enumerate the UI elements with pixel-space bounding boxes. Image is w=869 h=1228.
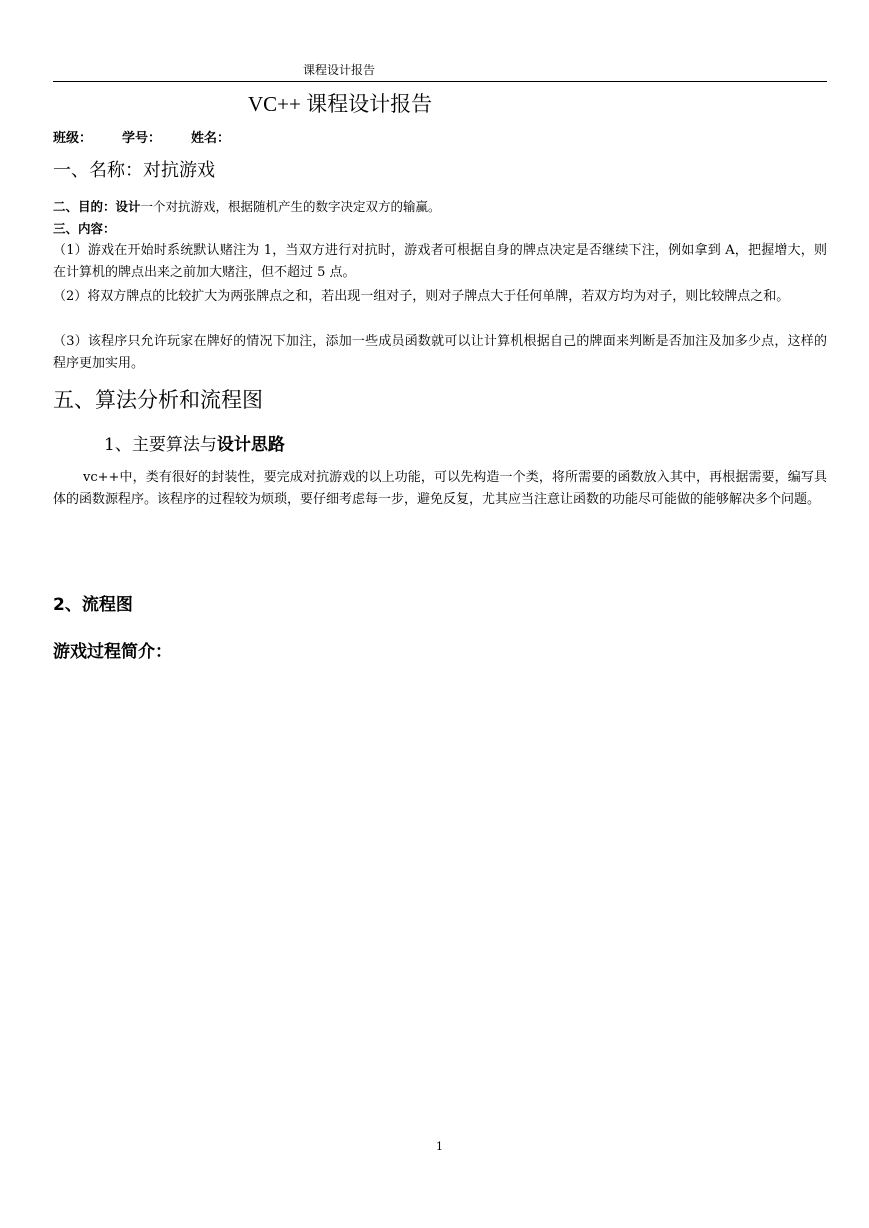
purpose-line: [53, 198, 441, 216]
content-item-3: （3）该程序只允许玩家在牌好的情况下加注，添加一些成员函数就可以让计算机根据自己的牌面来判断是否加注及加多少点，这样的程序更加实用。: [53, 334, 827, 371]
content-item-1: （1）游戏在开始时系统默认赌注为 1，当双方进行对抗时，游戏者可根据自身的牌点决定是否继续下注，例如拿到 A，把握增大，则在计算机的牌点出来之前加大赌注，但不超过 5 点。: [53, 243, 827, 280]
purpose-label: 二、目的：设计: [53, 199, 141, 214]
flowchart-heading: 2、流程图: [53, 595, 133, 615]
algorithm-subheading: [104, 433, 285, 457]
algorithm-body: vc++中，类有很好的封装性，要完成对抗游戏的以上功能，可以先构造一个类，将所需要的函数放入其中，再根据需要，编写具体的函数源程序。该程序的过程较为烦琐，要仔细考虑每一步，避免反复，尤其应当注意让函数的功能尽可能做的能够解决多个问题。: [53, 470, 827, 507]
algorithm-sub-bold: 设计思路: [216, 435, 285, 455]
name-label: 姓名：: [191, 131, 231, 146]
page-number: 1: [436, 1140, 443, 1153]
document-title: VC++ 课程设计报告: [248, 92, 433, 116]
header-rule: [53, 81, 827, 82]
algorithm-sub-prefix: 1、主要算法与: [104, 435, 217, 455]
content-item-2: （2）将双方牌点的比较扩大为两张牌点之和，若出现一组对子，则对子牌点大于任何单牌，若双方均为对子，则比较牌点之和。: [53, 289, 790, 304]
running-header: 课程设计报告: [303, 63, 376, 77]
game-intro-heading: 游戏过程简介：: [53, 642, 172, 662]
section-name-heading: 一、名称：对抗游戏: [53, 160, 215, 181]
student-info-line: [53, 130, 230, 148]
student-id-label: 学号：: [122, 131, 162, 146]
content-label: 三、内容：: [53, 221, 116, 236]
purpose-text: 一个对抗游戏，根据随机产生的数字决定双方的输赢。: [140, 199, 441, 214]
algorithm-heading: 五、算法分析和流程图: [53, 388, 263, 412]
class-label: 班级：: [53, 131, 93, 146]
